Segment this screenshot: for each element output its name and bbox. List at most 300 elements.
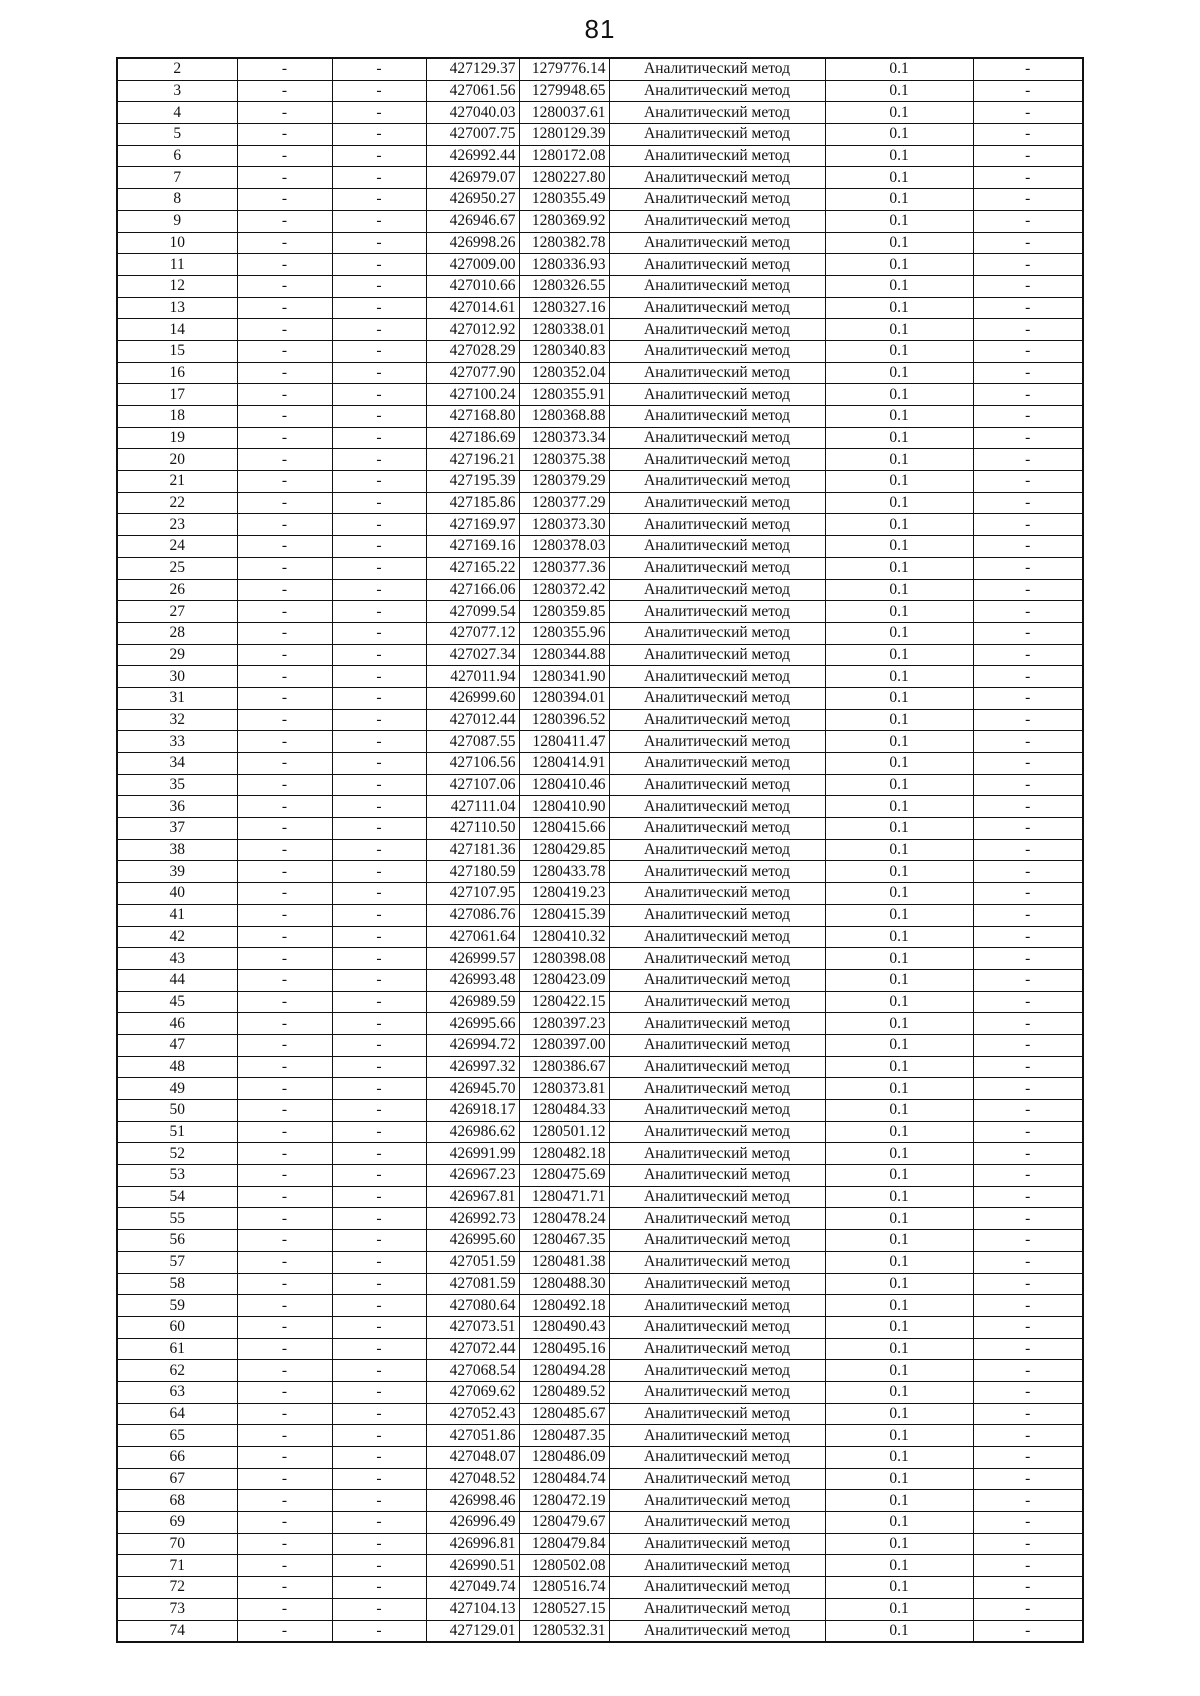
col2-cell: -: [237, 471, 332, 493]
col2-cell: -: [237, 557, 332, 579]
y-coordinate-cell: 1280355.49: [519, 189, 609, 211]
method-cell: Аналитический метод: [609, 1208, 825, 1230]
x-coordinate-cell: 427049.74: [426, 1577, 519, 1599]
accuracy-cell: 0.1: [825, 1078, 973, 1100]
table-row: [117, 969, 1083, 991]
table-row: [117, 362, 1083, 384]
x-coordinate-cell: 427014.61: [426, 297, 519, 319]
x-coordinate-cell: 427185.86: [426, 492, 519, 514]
x-coordinate-cell: 427168.80: [426, 406, 519, 428]
note-cell: -: [973, 124, 1083, 146]
y-coordinate-cell: 1280398.08: [519, 948, 609, 970]
x-coordinate-cell: 427186.69: [426, 427, 519, 449]
accuracy-cell: 0.1: [825, 102, 973, 124]
point-number-cell: 53: [117, 1165, 237, 1187]
note-cell: -: [973, 58, 1083, 80]
x-coordinate-cell: 427087.55: [426, 731, 519, 753]
point-number-cell: 62: [117, 1360, 237, 1382]
note-cell: -: [973, 80, 1083, 102]
y-coordinate-cell: 1280467.35: [519, 1230, 609, 1252]
method-cell: Аналитический метод: [609, 622, 825, 644]
col3-cell: -: [332, 471, 426, 493]
col3-cell: -: [332, 80, 426, 102]
x-coordinate-cell: 426996.81: [426, 1533, 519, 1555]
method-cell: Аналитический метод: [609, 1512, 825, 1534]
accuracy-cell: 0.1: [825, 406, 973, 428]
table-row: [117, 1056, 1083, 1078]
accuracy-cell: 0.1: [825, 839, 973, 861]
accuracy-cell: 0.1: [825, 210, 973, 232]
note-cell: -: [973, 1490, 1083, 1512]
x-coordinate-cell: 426946.67: [426, 210, 519, 232]
y-coordinate-cell: 1280490.43: [519, 1316, 609, 1338]
table-row: [117, 340, 1083, 362]
point-number-cell: 64: [117, 1403, 237, 1425]
accuracy-cell: 0.1: [825, 1360, 973, 1382]
method-cell: Аналитический метод: [609, 1403, 825, 1425]
col3-cell: -: [332, 275, 426, 297]
y-coordinate-cell: 1280487.35: [519, 1425, 609, 1447]
table-row: [117, 904, 1083, 926]
accuracy-cell: 0.1: [825, 579, 973, 601]
note-cell: -: [973, 1295, 1083, 1317]
col2-cell: -: [237, 731, 332, 753]
accuracy-cell: 0.1: [825, 1100, 973, 1122]
accuracy-cell: 0.1: [825, 1512, 973, 1534]
col2-cell: -: [237, 189, 332, 211]
method-cell: Аналитический метод: [609, 384, 825, 406]
col2-cell: -: [237, 1056, 332, 1078]
point-number-cell: 46: [117, 1013, 237, 1035]
accuracy-cell: 0.1: [825, 1056, 973, 1078]
x-coordinate-cell: 427165.22: [426, 557, 519, 579]
x-coordinate-cell: 426992.73: [426, 1208, 519, 1230]
col2-cell: -: [237, 687, 332, 709]
y-coordinate-cell: 1280372.42: [519, 579, 609, 601]
col2-cell: -: [237, 926, 332, 948]
col2-cell: -: [237, 167, 332, 189]
accuracy-cell: 0.1: [825, 774, 973, 796]
y-coordinate-cell: 1280410.46: [519, 774, 609, 796]
note-cell: -: [973, 1598, 1083, 1620]
point-number-cell: 5: [117, 124, 237, 146]
accuracy-cell: 0.1: [825, 1533, 973, 1555]
note-cell: -: [973, 449, 1083, 471]
x-coordinate-cell: 426995.60: [426, 1230, 519, 1252]
note-cell: -: [973, 167, 1083, 189]
note-cell: -: [973, 471, 1083, 493]
x-coordinate-cell: 427061.56: [426, 80, 519, 102]
accuracy-cell: 0.1: [825, 340, 973, 362]
col3-cell: -: [332, 167, 426, 189]
col2-cell: -: [237, 1100, 332, 1122]
accuracy-cell: 0.1: [825, 1338, 973, 1360]
table-row: [117, 579, 1083, 601]
y-coordinate-cell: 1280172.08: [519, 145, 609, 167]
method-cell: Аналитический метод: [609, 731, 825, 753]
x-coordinate-cell: 426997.32: [426, 1056, 519, 1078]
note-cell: -: [973, 210, 1083, 232]
method-cell: Аналитический метод: [609, 687, 825, 709]
y-coordinate-cell: 1280340.83: [519, 340, 609, 362]
y-coordinate-cell: 1280414.91: [519, 753, 609, 775]
col2-cell: -: [237, 384, 332, 406]
point-number-cell: 65: [117, 1425, 237, 1447]
accuracy-cell: 0.1: [825, 362, 973, 384]
col3-cell: -: [332, 883, 426, 905]
col3-cell: -: [332, 1598, 426, 1620]
table-row: [117, 1165, 1083, 1187]
method-cell: Аналитический метод: [609, 449, 825, 471]
table-row: [117, 406, 1083, 428]
table-row: [117, 536, 1083, 558]
x-coordinate-cell: 426945.70: [426, 1078, 519, 1100]
point-number-cell: 28: [117, 622, 237, 644]
point-number-cell: 30: [117, 666, 237, 688]
method-cell: Аналитический метод: [609, 362, 825, 384]
y-coordinate-cell: 1280379.29: [519, 471, 609, 493]
accuracy-cell: 0.1: [825, 948, 973, 970]
note-cell: -: [973, 1273, 1083, 1295]
y-coordinate-cell: 1279776.14: [519, 58, 609, 80]
col2-cell: -: [237, 1013, 332, 1035]
y-coordinate-cell: 1280396.52: [519, 709, 609, 731]
x-coordinate-cell: 427106.56: [426, 753, 519, 775]
y-coordinate-cell: 1280382.78: [519, 232, 609, 254]
y-coordinate-cell: 1280482.18: [519, 1143, 609, 1165]
y-coordinate-cell: 1280495.16: [519, 1338, 609, 1360]
x-coordinate-cell: 427073.51: [426, 1316, 519, 1338]
col2-cell: -: [237, 275, 332, 297]
point-number-cell: 20: [117, 449, 237, 471]
col3-cell: -: [332, 644, 426, 666]
y-coordinate-cell: 1280502.08: [519, 1555, 609, 1577]
method-cell: Аналитический метод: [609, 492, 825, 514]
col3-cell: -: [332, 449, 426, 471]
method-cell: Аналитический метод: [609, 536, 825, 558]
point-number-cell: 54: [117, 1186, 237, 1208]
y-coordinate-cell: 1280494.28: [519, 1360, 609, 1382]
col3-cell: -: [332, 189, 426, 211]
col3-cell: -: [332, 622, 426, 644]
note-cell: -: [973, 297, 1083, 319]
note-cell: -: [973, 753, 1083, 775]
accuracy-cell: 0.1: [825, 731, 973, 753]
method-cell: Аналитический метод: [609, 232, 825, 254]
point-number-cell: 14: [117, 319, 237, 341]
col3-cell: -: [332, 297, 426, 319]
method-cell: Аналитический метод: [609, 1078, 825, 1100]
accuracy-cell: 0.1: [825, 427, 973, 449]
col3-cell: -: [332, 1165, 426, 1187]
point-number-cell: 56: [117, 1230, 237, 1252]
y-coordinate-cell: 1280415.39: [519, 904, 609, 926]
accuracy-cell: 0.1: [825, 1208, 973, 1230]
y-coordinate-cell: 1280336.93: [519, 254, 609, 276]
point-number-cell: 41: [117, 904, 237, 926]
y-coordinate-cell: 1280355.96: [519, 622, 609, 644]
table-row: [117, 1360, 1083, 1382]
y-coordinate-cell: 1280423.09: [519, 969, 609, 991]
col3-cell: -: [332, 536, 426, 558]
point-number-cell: 3: [117, 80, 237, 102]
y-coordinate-cell: 1280386.67: [519, 1056, 609, 1078]
method-cell: Аналитический метод: [609, 1447, 825, 1469]
method-cell: Аналитический метод: [609, 1577, 825, 1599]
table-row: [117, 709, 1083, 731]
y-coordinate-cell: 1280227.80: [519, 167, 609, 189]
method-cell: Аналитический метод: [609, 1338, 825, 1360]
point-number-cell: 6: [117, 145, 237, 167]
col2-cell: -: [237, 1598, 332, 1620]
table-row: [117, 644, 1083, 666]
table-row: [117, 839, 1083, 861]
x-coordinate-cell: 427040.03: [426, 102, 519, 124]
note-cell: -: [973, 1013, 1083, 1035]
col3-cell: -: [332, 362, 426, 384]
col2-cell: -: [237, 883, 332, 905]
method-cell: Аналитический метод: [609, 796, 825, 818]
table-row: [117, 1143, 1083, 1165]
accuracy-cell: 0.1: [825, 1165, 973, 1187]
col3-cell: -: [332, 58, 426, 80]
note-cell: -: [973, 340, 1083, 362]
col3-cell: -: [332, 1533, 426, 1555]
note-cell: -: [973, 926, 1083, 948]
page-number: 81: [584, 14, 616, 44]
method-cell: Аналитический метод: [609, 210, 825, 232]
method-cell: Аналитический метод: [609, 427, 825, 449]
accuracy-cell: 0.1: [825, 1598, 973, 1620]
x-coordinate-cell: 427166.06: [426, 579, 519, 601]
col2-cell: -: [237, 818, 332, 840]
note-cell: -: [973, 709, 1083, 731]
note-cell: -: [973, 774, 1083, 796]
accuracy-cell: 0.1: [825, 1316, 973, 1338]
col3-cell: -: [332, 1316, 426, 1338]
col2-cell: -: [237, 1447, 332, 1469]
y-coordinate-cell: 1280338.01: [519, 319, 609, 341]
table-row: [117, 492, 1083, 514]
col3-cell: -: [332, 254, 426, 276]
y-coordinate-cell: 1280378.03: [519, 536, 609, 558]
accuracy-cell: 0.1: [825, 1251, 973, 1273]
y-coordinate-cell: 1280326.55: [519, 275, 609, 297]
y-coordinate-cell: 1280037.61: [519, 102, 609, 124]
y-coordinate-cell: 1280479.67: [519, 1512, 609, 1534]
col2-cell: -: [237, 340, 332, 362]
y-coordinate-cell: 1280355.91: [519, 384, 609, 406]
y-coordinate-cell: 1280341.90: [519, 666, 609, 688]
note-cell: -: [973, 1403, 1083, 1425]
note-cell: -: [973, 1533, 1083, 1555]
accuracy-cell: 0.1: [825, 1230, 973, 1252]
table-row: [117, 254, 1083, 276]
x-coordinate-cell: 427068.54: [426, 1360, 519, 1382]
note-cell: -: [973, 189, 1083, 211]
method-cell: Аналитический метод: [609, 1295, 825, 1317]
x-coordinate-cell: 427100.24: [426, 384, 519, 406]
table-row: [117, 926, 1083, 948]
col3-cell: -: [332, 1273, 426, 1295]
y-coordinate-cell: 1280368.88: [519, 406, 609, 428]
col3-cell: -: [332, 774, 426, 796]
accuracy-cell: 0.1: [825, 514, 973, 536]
col3-cell: -: [332, 991, 426, 1013]
note-cell: -: [973, 492, 1083, 514]
col2-cell: -: [237, 1251, 332, 1273]
method-cell: Аналитический метод: [609, 406, 825, 428]
y-coordinate-cell: 1280410.90: [519, 796, 609, 818]
method-cell: Аналитический метод: [609, 883, 825, 905]
col2-cell: -: [237, 991, 332, 1013]
accuracy-cell: 0.1: [825, 687, 973, 709]
note-cell: -: [973, 557, 1083, 579]
note-cell: -: [973, 1078, 1083, 1100]
col3-cell: -: [332, 731, 426, 753]
point-number-cell: 55: [117, 1208, 237, 1230]
table-row: [117, 818, 1083, 840]
point-number-cell: 29: [117, 644, 237, 666]
x-coordinate-cell: 426979.07: [426, 167, 519, 189]
col2-cell: -: [237, 1295, 332, 1317]
note-cell: -: [973, 969, 1083, 991]
point-number-cell: 60: [117, 1316, 237, 1338]
accuracy-cell: 0.1: [825, 275, 973, 297]
y-coordinate-cell: 1280375.38: [519, 449, 609, 471]
point-number-cell: 24: [117, 536, 237, 558]
method-cell: Аналитический метод: [609, 579, 825, 601]
col3-cell: -: [332, 904, 426, 926]
col3-cell: -: [332, 1208, 426, 1230]
y-coordinate-cell: 1280492.18: [519, 1295, 609, 1317]
col3-cell: -: [332, 1143, 426, 1165]
col2-cell: -: [237, 948, 332, 970]
note-cell: -: [973, 1143, 1083, 1165]
col2-cell: -: [237, 1555, 332, 1577]
x-coordinate-cell: 427129.01: [426, 1620, 519, 1642]
point-number-cell: 4: [117, 102, 237, 124]
col2-cell: -: [237, 58, 332, 80]
accuracy-cell: 0.1: [825, 1034, 973, 1056]
method-cell: Аналитический метод: [609, 167, 825, 189]
point-number-cell: 18: [117, 406, 237, 428]
table-row: [117, 1295, 1083, 1317]
y-coordinate-cell: 1280433.78: [519, 861, 609, 883]
accuracy-cell: 0.1: [825, 1381, 973, 1403]
table-row: [117, 601, 1083, 623]
table-row: [117, 124, 1083, 146]
table-row: [117, 991, 1083, 1013]
col3-cell: -: [332, 818, 426, 840]
point-number-cell: 49: [117, 1078, 237, 1100]
x-coordinate-cell: 427051.59: [426, 1251, 519, 1273]
point-number-cell: 43: [117, 948, 237, 970]
col2-cell: -: [237, 80, 332, 102]
col2-cell: -: [237, 210, 332, 232]
note-cell: -: [973, 1034, 1083, 1056]
col2-cell: -: [237, 1230, 332, 1252]
note-cell: -: [973, 861, 1083, 883]
method-cell: Аналитический метод: [609, 340, 825, 362]
y-coordinate-cell: 1279948.65: [519, 80, 609, 102]
col2-cell: -: [237, 1034, 332, 1056]
col2-cell: -: [237, 904, 332, 926]
x-coordinate-cell: 427081.59: [426, 1273, 519, 1295]
col3-cell: -: [332, 666, 426, 688]
col2-cell: -: [237, 839, 332, 861]
col3-cell: -: [332, 1577, 426, 1599]
note-cell: -: [973, 666, 1083, 688]
y-coordinate-cell: 1280484.74: [519, 1468, 609, 1490]
x-coordinate-cell: 426993.48: [426, 969, 519, 991]
table-row: [117, 1034, 1083, 1056]
note-cell: -: [973, 1121, 1083, 1143]
note-cell: -: [973, 102, 1083, 124]
note-cell: -: [973, 145, 1083, 167]
table-row: [117, 1403, 1083, 1425]
col3-cell: -: [332, 145, 426, 167]
y-coordinate-cell: 1280484.33: [519, 1100, 609, 1122]
accuracy-cell: 0.1: [825, 449, 973, 471]
col2-cell: -: [237, 1186, 332, 1208]
table-row: [117, 427, 1083, 449]
col3-cell: -: [332, 579, 426, 601]
x-coordinate-cell: 427028.29: [426, 340, 519, 362]
note-cell: -: [973, 1381, 1083, 1403]
method-cell: Аналитический метод: [609, 926, 825, 948]
y-coordinate-cell: 1280489.52: [519, 1381, 609, 1403]
note-cell: -: [973, 1186, 1083, 1208]
col2-cell: -: [237, 145, 332, 167]
accuracy-cell: 0.1: [825, 926, 973, 948]
note-cell: -: [973, 687, 1083, 709]
x-coordinate-cell: 426999.60: [426, 687, 519, 709]
note-cell: -: [973, 1555, 1083, 1577]
table-row: [117, 145, 1083, 167]
col2-cell: -: [237, 1512, 332, 1534]
y-coordinate-cell: 1280352.04: [519, 362, 609, 384]
table-row: [117, 753, 1083, 775]
col2-cell: -: [237, 232, 332, 254]
col2-cell: -: [237, 644, 332, 666]
col2-cell: -: [237, 1381, 332, 1403]
x-coordinate-cell: 427012.92: [426, 319, 519, 341]
method-cell: Аналитический метод: [609, 1186, 825, 1208]
method-cell: Аналитический метод: [609, 1425, 825, 1447]
x-coordinate-cell: 427007.75: [426, 124, 519, 146]
col3-cell: -: [332, 1078, 426, 1100]
table-row: [117, 1078, 1083, 1100]
x-coordinate-cell: 427010.66: [426, 275, 519, 297]
x-coordinate-cell: 426996.49: [426, 1512, 519, 1534]
method-cell: Аналитический метод: [609, 1316, 825, 1338]
point-number-cell: 22: [117, 492, 237, 514]
x-coordinate-cell: 426991.99: [426, 1143, 519, 1165]
point-number-cell: 25: [117, 557, 237, 579]
point-number-cell: 71: [117, 1555, 237, 1577]
x-coordinate-cell: 427052.43: [426, 1403, 519, 1425]
col3-cell: -: [332, 1230, 426, 1252]
col2-cell: -: [237, 622, 332, 644]
col3-cell: -: [332, 384, 426, 406]
accuracy-cell: 0.1: [825, 471, 973, 493]
table-row: [117, 1251, 1083, 1273]
accuracy-cell: 0.1: [825, 1555, 973, 1577]
y-coordinate-cell: 1280488.30: [519, 1273, 609, 1295]
table-row: [117, 666, 1083, 688]
x-coordinate-cell: 427099.54: [426, 601, 519, 623]
